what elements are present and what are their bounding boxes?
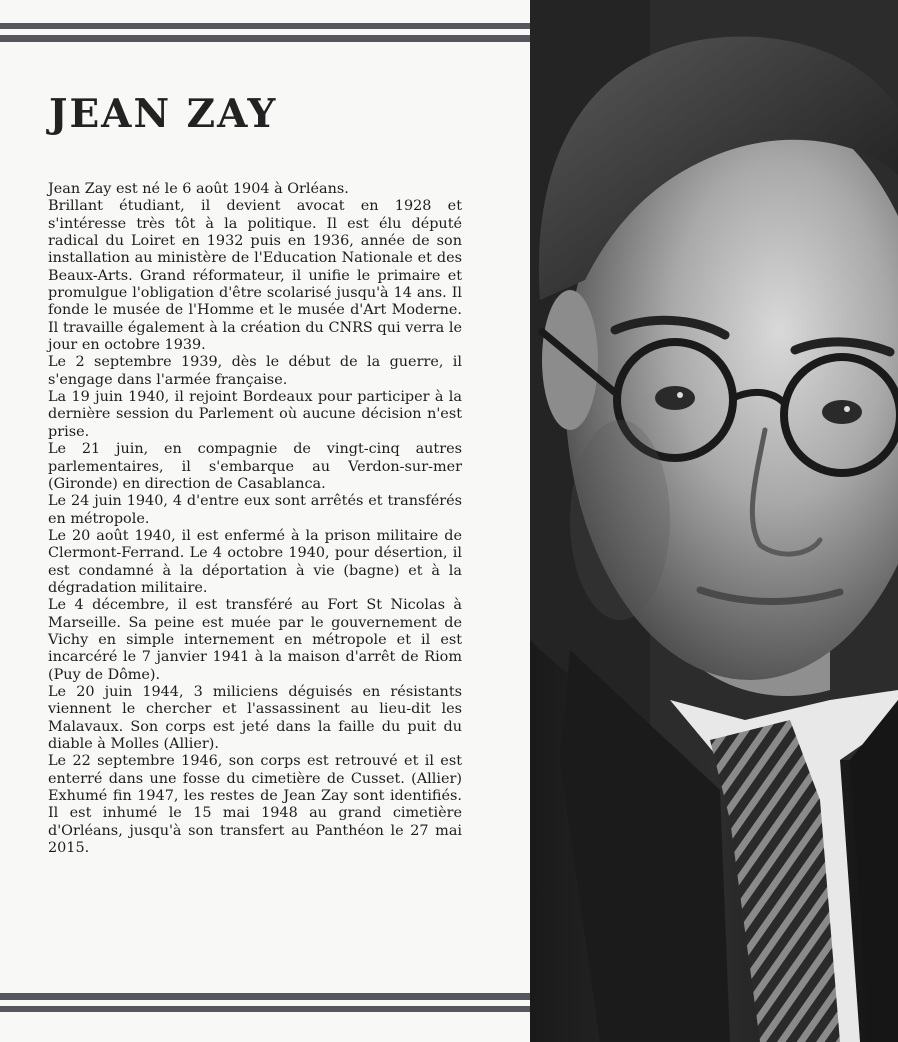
- bio-paragraph: Le 21 juin, en compagnie de vingt-cinq autres parlementaires, il s'embarque au Verdon-sur-mer (Gironde) en direction de Casablanca.: [48, 441, 462, 492]
- bio-paragraph: La 19 juin 1940, il rejoint Bordeaux pour participer à la dernière session du Parlement où aucune décision n'est prise.: [48, 389, 462, 440]
- bio-paragraph: Jean Zay est né le 6 août 1904 à Orléans.: [48, 181, 349, 197]
- bio-paragraph: Le 24 juin 1940, 4 d'entre eux sont arrêtés et transférés en métropole.: [48, 493, 462, 527]
- page-title: JEAN ZAY: [49, 91, 278, 137]
- top-rule-2: [0, 35, 530, 42]
- bottom-rule-1: [0, 993, 530, 1000]
- bio-paragraph: Le 20 juin 1944, 3 miliciens déguisés en résistants viennent le chercher et l'assassinent au lieu-dit les Malavaux. Son corps est jeté dans la faille du puit du diable à Molles (Allier).: [48, 683, 462, 752]
- bio-paragraph: Le 4 décembre, il est transféré au Fort St Nicolas à Marseille. Sa peine est muée par le gouvernement de Vichy en simple internement en métropole et il est incarcéré le 7 janvier 1941 à la maison d'arrêt de Riom (Puy de Dôme).: [48, 597, 462, 683]
- bio-paragraph: Le 22 septembre 1946, son corps est retrouvé et il est enterré dans une fosse du cimetière de Cusset. (Allier) Exhumé fin 1947, les restes de Jean Zay sont identifiés. Il est inhumé le 15 mai 1948 au grand cimetière d'Orléans, jusqu'à son transfert au Panthéon le 27 mai 2015.: [48, 753, 462, 857]
- top-rule-1: [0, 23, 530, 29]
- portrait-photo: [530, 0, 898, 1042]
- bio-paragraph: Le 20 août 1940, il est enfermé à la prison militaire de Clermont-Ferrand. Le 4 octobre 1940, pour désertion, il est condamné à la déportation à vie (bagne) et à la dégradation militaire.: [48, 527, 462, 596]
- portrait-illustration: [530, 0, 898, 1042]
- bio-paragraph: Le 2 septembre 1939, dès le début de la guerre, il s'engage dans l'armée française.: [48, 354, 462, 388]
- bio-paragraph: Brillant étudiant, il devient avocat en 1928 et s'intéresse très tôt à la politique. Il est élu député radical du Loiret en 1932 puis en 1936, année de son installation au ministère de l'Education Nationale et des Beaux-Arts. Grand réformateur, il unifie le primaire et promulgue l'obligation d'être scolarisé jusqu'à 14 ans. Il fonde le musée de l'Homme et le musée d'Art Moderne. Il travaille également à la création du CNRS qui verra le jour en octobre 1939.: [48, 198, 462, 354]
- bottom-rule-2: [0, 1006, 530, 1012]
- biography: [48, 181, 462, 857]
